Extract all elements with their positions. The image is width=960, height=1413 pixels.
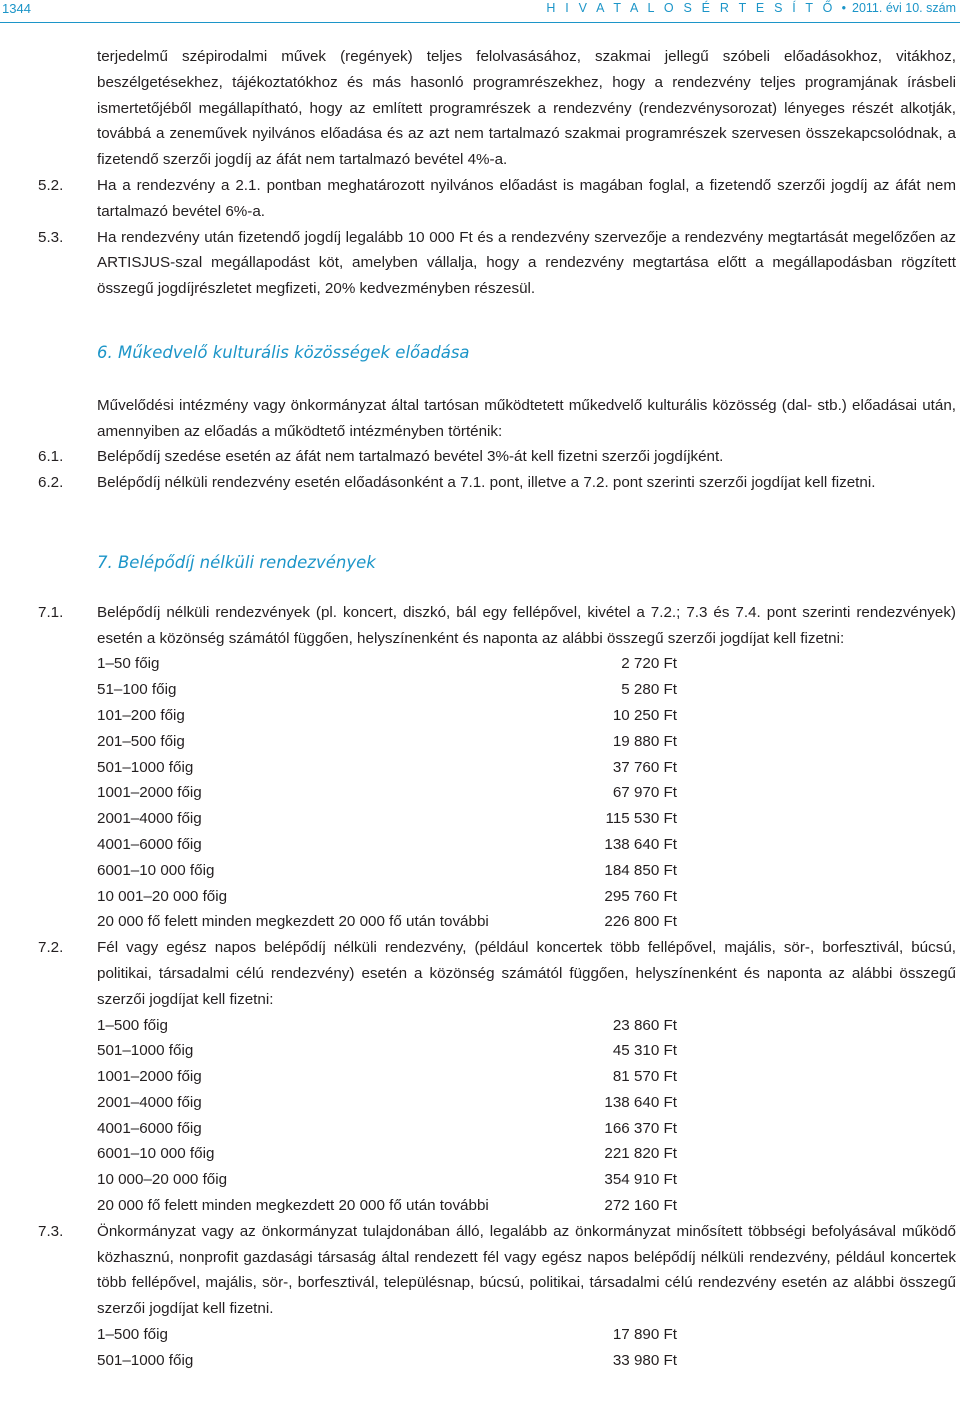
paragraph-text: Ha a rendezvény a 2.1. pontban meghatározott nyilvános előadást is magában foglal, a fizetendő szerzői jogdíj az áfát nem tartalmazó bevétel 6%-a.: [97, 176, 956, 220]
section-6-intro: [38, 393, 958, 445]
audience-range: 1001–2000 főig: [97, 1068, 202, 1086]
table-row: [97, 858, 677, 884]
audience-range: 101–200 főig: [97, 706, 185, 724]
fee-amount: 138 640 Ft: [604, 1093, 677, 1111]
audience-range: 201–500 főig: [97, 732, 185, 750]
paragraph-text: Önkormányzat vagy az önkormányzat tulajdonában álló, legalább az önkormányzat minősített többségi befolyásával működő közhasznú, nonprofit gazdasági társaság által rendezett fél vagy egész napos belépődíj nélküli rendezvény, például koncertek több fellépővel, majális, sör-, borfesztivál, településnap, búcsú, politikai, társadalmi célú rendezvény esetén az alábbi összegű szerzői jogdíjat kell fizetni.: [97, 1222, 956, 1318]
audience-range: 501–1000 főig: [97, 1042, 194, 1060]
table-row: [97, 703, 677, 729]
audience-range: 20 000 fő felett minden megkezdett 20 000 fő után további: [97, 913, 489, 931]
paragraph-6-1: [38, 444, 958, 470]
audience-range: 6001–10 000 főig: [97, 1145, 215, 1163]
audience-range: 501–1000 főig: [97, 758, 194, 776]
paragraph-text: Ha rendezvény után fizetendő jogdíj legalább 10 000 Ft és a rendezvény szervezője a rendezvény megtartását megelőzően az ARTISJUS-szal megállapodást köt, amelyben vállalja, hogy a rendezvény megtartása előtt a megállapodásban rögzített összegű jogdíjrészletet megfizeti, 20% kedvezményben részesül.: [97, 228, 956, 298]
fee-table-7-1: [97, 651, 677, 935]
document-body: [38, 44, 958, 1374]
paragraph-number: 7.1.: [38, 603, 64, 621]
publication-title: H I V A T A L O S É R T E S Í T Ő: [546, 1, 836, 15]
paragraph-number: 6.2.: [38, 474, 64, 492]
table-row: [97, 651, 677, 677]
page-number: 1344: [2, 1, 31, 16]
audience-range: 1001–2000 főig: [97, 784, 202, 802]
paragraph-5-2: [38, 173, 958, 225]
section-7-title: 7. Belépődíj nélküli rendezvények: [97, 552, 376, 572]
paragraph-7-2: [38, 935, 958, 1012]
page-header: [0, 0, 960, 23]
fee-table-7-2: [97, 1013, 677, 1219]
fee-amount: 272 160 Ft: [604, 1197, 677, 1215]
table-row: [97, 806, 677, 832]
table-row: [97, 780, 677, 806]
fee-amount: 354 910 Ft: [604, 1171, 677, 1189]
paragraph-text: Belépődíj nélküli rendezvények (pl. koncert, diszkó, bál egy fellépővel, kivétel a 7.2.; 7.3 és 7.4. pont szerinti rendezvények) esetén a közönség számától függően, helyszínenként és naponta az alábbi összegű szerzői jogdíjat kell fizetni:: [97, 603, 956, 647]
table-row: [97, 832, 677, 858]
fee-amount: 33 980 Ft: [612, 1351, 677, 1369]
audience-range: 10 001–20 000 főig: [97, 887, 228, 905]
fee-amount: 19 880 Ft: [612, 732, 677, 750]
audience-range: 6001–10 000 főig: [97, 861, 215, 879]
paragraph-7-1: [38, 600, 958, 652]
paragraph-number: 7.2.: [38, 939, 64, 957]
table-row: [97, 1348, 677, 1374]
fee-amount: 45 310 Ft: [612, 1042, 677, 1060]
audience-range: 20 000 fő felett minden megkezdett 20 000 fő után további: [97, 1197, 489, 1215]
table-row: [97, 884, 677, 910]
separator-dot: •: [841, 1, 846, 15]
section-6-intro-text: Művelődési intézmény vagy önkormányzat által tartósan működtetett műkedvelő kulturális közösség (dal- stb.) előadásai után, amennyiben az előadás a működtető intézményben történik:: [97, 396, 956, 440]
table-row: [97, 1193, 677, 1219]
table-row: [97, 1116, 677, 1142]
audience-range: 2001–4000 főig: [97, 810, 202, 828]
audience-range: 1–500 főig: [97, 1016, 168, 1034]
paragraph-7-3: [38, 1219, 958, 1322]
paragraph-number: 5.2.: [38, 176, 64, 194]
fee-amount: 138 640 Ft: [604, 835, 677, 853]
paragraph-text: Belépődíj szedése esetén az áfát nem tartalmazó bevétel 3%-át kell fizetni szerzői jogdíjként.: [97, 448, 724, 466]
paragraph-number: 6.1.: [38, 448, 64, 466]
table-row: [97, 1322, 677, 1348]
fee-amount: 67 970 Ft: [612, 784, 677, 802]
table-row: [97, 1038, 677, 1064]
section-6-title: 6. Műkedvelő kulturális közösségek előadása: [97, 342, 470, 362]
table-row: [97, 909, 677, 935]
paragraph-number: 7.3.: [38, 1222, 64, 1240]
paragraph-number: 5.3.: [38, 228, 64, 246]
audience-range: 1–50 főig: [97, 655, 160, 673]
fee-amount: 184 850 Ft: [604, 861, 677, 879]
audience-range: 2001–4000 főig: [97, 1093, 202, 1111]
table-row: [97, 1013, 677, 1039]
fee-amount: 221 820 Ft: [604, 1145, 677, 1163]
fee-amount: 37 760 Ft: [612, 758, 677, 776]
fee-table-7-3: [97, 1322, 677, 1374]
fee-amount: 166 370 Ft: [604, 1119, 677, 1137]
intro-text: terjedelmű szépirodalmi művek (regények) teljes felolvasásához, szakmai jellegű szóbeli előadásokhoz, vitákhoz, beszélgetésekhez, tájékoztatókhoz és más hasonló programrészekhez, hogy a rendezvény teljes programjának írásbeli ismertetőjéből megállapítható, hogy az említett programrészek a rendezvény (rendezvénysorozat) lényeges részét alkotják, továbbá a zeneművek nyilvános előadása és az azt nem tartalmazó szakmai programrészek szervesen összekapcsolódnak, a fizetendő szerzői jogdíj az áfát nem tartalmazó bevétel 4%-a.: [97, 48, 956, 169]
paragraph-text: Belépődíj nélküli rendezvény esetén előadásonként a 7.1. pont, illetve a 7.2. pont szerinti szerzői jogdíjat kell fizetni.: [97, 474, 876, 492]
audience-range: 4001–6000 főig: [97, 1119, 202, 1137]
audience-range: 51–100 főig: [97, 681, 177, 699]
running-head: [546, 1, 956, 15]
table-row: [97, 729, 677, 755]
fee-amount: 2 720 Ft: [621, 655, 677, 673]
table-row: [97, 1090, 677, 1116]
issue-label: 2011. évi 10. szám: [852, 1, 956, 15]
table-row: [97, 1141, 677, 1167]
fee-amount: 115 530 Ft: [605, 810, 677, 828]
audience-range: 501–1000 főig: [97, 1351, 194, 1369]
paragraph-text: Fél vagy egész napos belépődíj nélküli rendezvény, (például koncertek több fellépővel, majális, sör-, borfesztivál, búcsú, politikai, társadalmi célú rendezvény) esetén a közönség számától függően, helyszínenként és naponta az alábbi összegű szerzői jogdíjat kell fizetni:: [97, 939, 956, 1008]
fee-amount: 17 890 Ft: [612, 1326, 677, 1344]
fee-amount: 295 760 Ft: [604, 887, 677, 905]
table-row: [97, 1064, 677, 1090]
audience-range: 1–500 főig: [97, 1326, 168, 1344]
audience-range: 4001–6000 főig: [97, 835, 202, 853]
audience-range: 10 000–20 000 főig: [97, 1171, 228, 1189]
intro-paragraph: [38, 44, 958, 173]
paragraph-5-3: [38, 225, 958, 302]
table-row: [97, 755, 677, 781]
fee-amount: 5 280 Ft: [621, 681, 677, 699]
table-row: [97, 1167, 677, 1193]
paragraph-6-2: [38, 470, 958, 496]
fee-amount: 81 570 Ft: [612, 1068, 677, 1086]
fee-amount: 23 860 Ft: [612, 1016, 677, 1034]
fee-amount: 10 250 Ft: [612, 706, 677, 724]
fee-amount: 226 800 Ft: [604, 913, 677, 931]
table-row: [97, 677, 677, 703]
